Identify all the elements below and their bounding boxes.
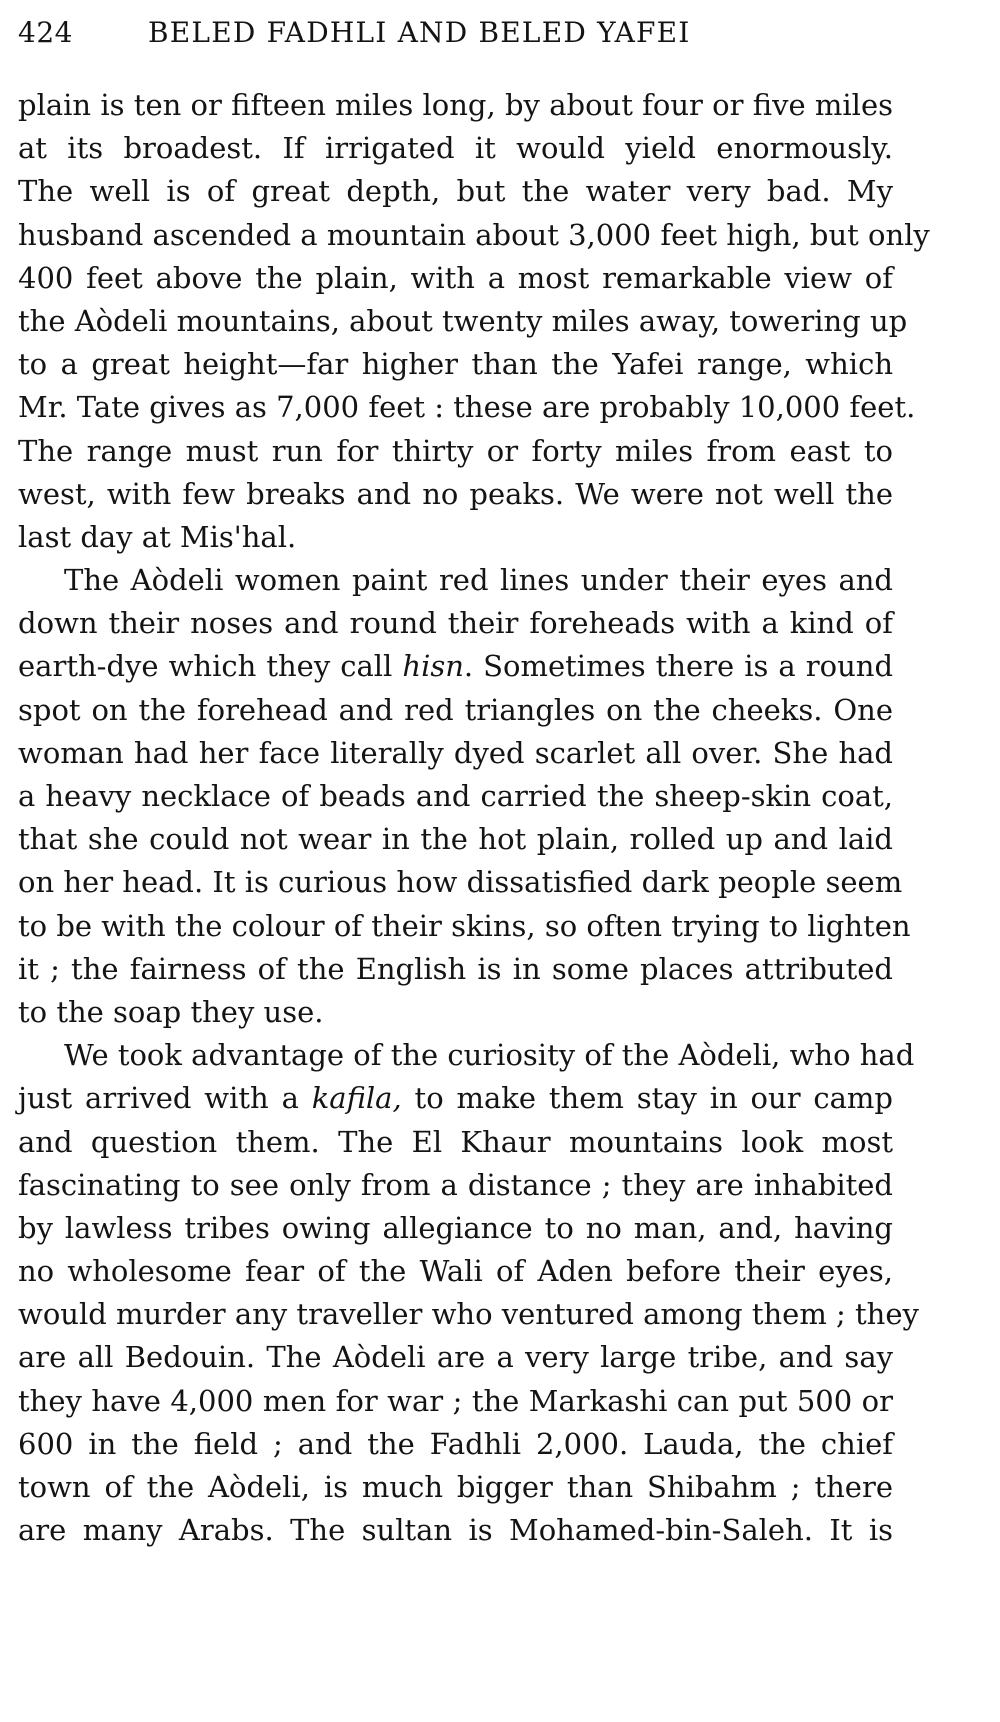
text-line: town of the Aòdeli, is much bigger than Shibahm ; there (18, 1470, 893, 1504)
text-line: fascinating to see only from a distance ; they are inhabited (18, 1167, 893, 1202)
text-line: plain is ten or fifteen miles long, by about four or five miles (18, 88, 893, 122)
text-line: to be with the colour of their skins, so often trying to lighten (18, 908, 911, 943)
text-line: on her head. It is curious how dissatisfied dark people seem (18, 865, 903, 900)
text-line: would murder any traveller who ventured among them ; they (18, 1297, 919, 1332)
text-line: at its broadest. If irrigated it would yield enormously. (18, 131, 893, 166)
text-line: just arrived with a kafila, to make them stay in our camp (18, 1081, 893, 1116)
text-line: 400 feet above the plain, with a most remarkable view of (18, 260, 893, 295)
text-line: Mr. Tate gives as 7,000 feet : these are probably 10,000 feet. (18, 390, 916, 425)
body-text (18, 84, 930, 1552)
text-line: down their noses and round their foreheads with a kind of (18, 606, 893, 641)
text-line: by lawless tribes owing allegiance to no man, and, having (18, 1210, 893, 1245)
paragraph (18, 84, 930, 559)
text-line: it ; the fairness of the English is in some places attributed (18, 951, 893, 986)
text-line: the Aòdeli mountains, about twenty miles away, towering up (18, 303, 908, 338)
text-line: The range must run for thirty or forty miles from east to (18, 433, 893, 468)
book-page (18, 0, 930, 1548)
text-line: no wholesome fear of the Wali of Aden before their eyes, (18, 1254, 893, 1289)
text-line: west, with few breaks and no peaks. We were not well the (18, 476, 893, 511)
text-line: woman had her face literally dyed scarlet all over. She had (18, 735, 893, 770)
text-line: to the soap they use. (18, 994, 324, 1029)
text-line: they have 4,000 men for war ; the Markashi can put 500 or (18, 1383, 893, 1418)
text-line: husband ascended a mountain about 3,000 feet high, but only (18, 217, 930, 252)
italic-term: kafila, (311, 1081, 402, 1116)
text-line: are all Bedouin. The Aòdeli are a very large tribe, and say (18, 1340, 893, 1375)
page-header (18, 0, 893, 76)
text-line: spot on the forehead and red triangles on the cheeks. One (18, 692, 893, 727)
paragraph (18, 559, 911, 1034)
italic-term: hisn (402, 649, 464, 684)
running-head: BELED FADHLI AND BELED YAFEI (148, 16, 691, 49)
text-line: The well is of great depth, but the water very bad. My (18, 174, 893, 209)
text-line: and question them. The El Khaur mountains look most (18, 1124, 893, 1159)
text-line: that she could not wear in the hot plain, rolled up and laid (18, 822, 893, 857)
text-line: are many Arabs. The sultan is Mohamed-bin-Saleh. It is (18, 1513, 893, 1548)
text-line: 600 in the field ; and the Fadhli 2,000. Lauda, the chief (18, 1426, 893, 1461)
text-line: earth-dye which they call hisn. Sometimes there is a round (18, 649, 894, 684)
paragraph (18, 1034, 919, 1552)
text-line: to a great height—far higher than the Yafei range, which (18, 347, 893, 382)
text-line: last day at Mis'hal. (18, 519, 297, 554)
text-line: a heavy necklace of beads and carried the sheep-skin coat, (18, 779, 893, 813)
text-line: The Aòdeli women paint red lines under their eyes and (64, 563, 893, 598)
text-line: We took advantage of the curiosity of the Aòdeli, who had (64, 1038, 915, 1073)
page-number: 424 (18, 16, 73, 49)
